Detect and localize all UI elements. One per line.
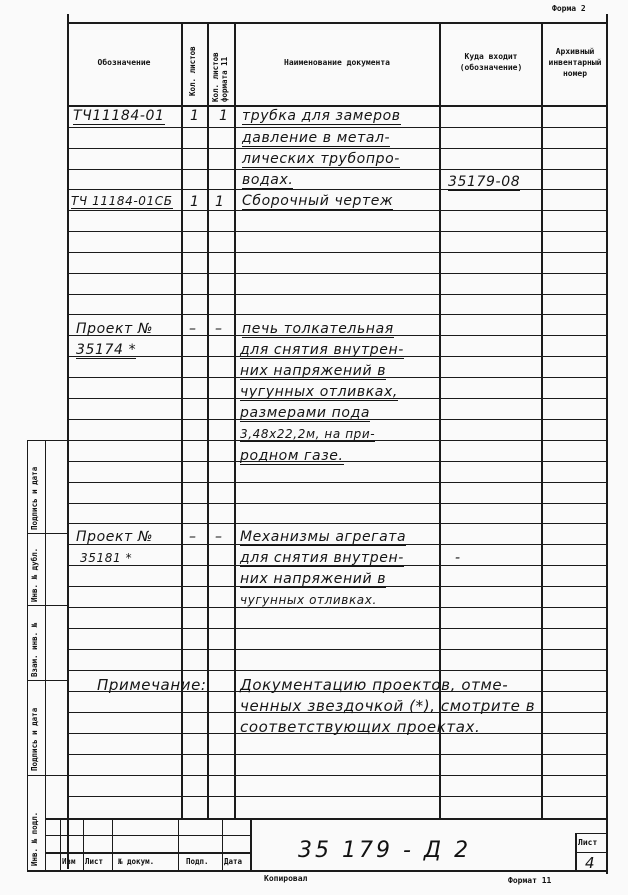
- entry-designation: Проект №: [76, 321, 154, 337]
- header-designation: Обозначение: [97, 58, 151, 67]
- entry-designation: 35181 *: [80, 551, 133, 565]
- note-line: соответствующих проектах.: [240, 718, 481, 736]
- header-where-used: Куда входит (обозначение): [459, 52, 523, 72]
- title-block-doc-no: № докум.: [118, 857, 155, 866]
- side-label-inv-orig: Инв. № подл.: [30, 811, 39, 866]
- entry-designation: ТЧ 11184-01СБ: [71, 194, 173, 208]
- entry-doc-name: родном газе.: [240, 448, 344, 464]
- note-line: Документацию проектов, отме-: [240, 676, 509, 694]
- title-block-signature: Подп.: [186, 857, 209, 866]
- entry-doc-name: для снятия внутрен-: [240, 550, 404, 566]
- title-block-date: Дата: [224, 857, 243, 866]
- entry-doc-name: размерами пода: [240, 405, 371, 421]
- title-block-sheet-number: 4: [585, 854, 596, 872]
- entry-doc-name: Механизмы агрегата: [240, 529, 407, 545]
- entry-where-used: -: [455, 550, 461, 566]
- entry-doc-name: чугунных отливках,: [240, 384, 398, 400]
- entry-format: –: [215, 529, 223, 545]
- entry-doc-name: них напряжений в: [240, 363, 387, 379]
- entry-doc-name: них напряжений в: [240, 571, 387, 587]
- entry-doc-name: давление в метал-: [242, 130, 391, 146]
- entry-designation: Проект №: [76, 529, 154, 545]
- entry-format: 1: [215, 194, 225, 210]
- side-label-replace-inv: Взам. инв. №: [30, 622, 39, 677]
- entry-doc-name: трубка для замеров: [242, 108, 401, 124]
- title-block-sheet-label: Лист: [578, 838, 598, 847]
- entry-doc-name: водах.: [242, 172, 294, 188]
- side-label-inv-dubl: Инв. № дубл.: [30, 547, 39, 602]
- entry-doc-name: 3,48х22,2м, на при-: [240, 427, 376, 441]
- side-label-sign-date: Подпись и дата: [30, 707, 39, 771]
- entry-format: 1: [219, 108, 229, 124]
- title-block-sheet: Лист: [85, 857, 104, 866]
- document-code: 35 179 - Д 2: [298, 838, 472, 863]
- note-line: ченных звездочкой (*), смотрите в: [240, 697, 536, 715]
- header-sheets-count: Кол. листов: [188, 46, 197, 96]
- note-label: Примечание:: [97, 676, 207, 694]
- form-label: Форма 2: [552, 4, 586, 13]
- footer-copied: Копировал: [264, 874, 308, 883]
- entry-sheets: –: [189, 321, 197, 337]
- entry-doc-name: для снятия внутрен-: [240, 342, 404, 358]
- entry-sheets: –: [189, 529, 197, 545]
- entry-sheets: 1: [190, 108, 200, 124]
- header-archive-number: Архивный инвентарный номер: [548, 47, 602, 78]
- footer-format: Формат 11: [508, 876, 552, 885]
- title-block-change: Изм: [62, 857, 76, 866]
- entry-doc-name: чугунных отливках.: [240, 593, 377, 607]
- header-doc-name: Наименование документа: [284, 58, 390, 67]
- entry-doc-name: Сборочный чертеж: [242, 193, 394, 209]
- entry-format: –: [215, 321, 223, 337]
- entry-where-used: 35179-08: [448, 174, 521, 190]
- entry-designation: 35174 *: [76, 342, 137, 358]
- entry-designation: ТЧ11184-01: [73, 108, 165, 124]
- header-sheets-format: Кол. листов формата 11: [211, 52, 229, 102]
- entry-doc-name: лических трубопро-: [242, 151, 400, 167]
- entry-sheets: 1: [190, 194, 200, 210]
- entry-doc-name: печь толкательная: [242, 321, 394, 337]
- side-label-sign-date: Подпись и дата: [30, 466, 39, 530]
